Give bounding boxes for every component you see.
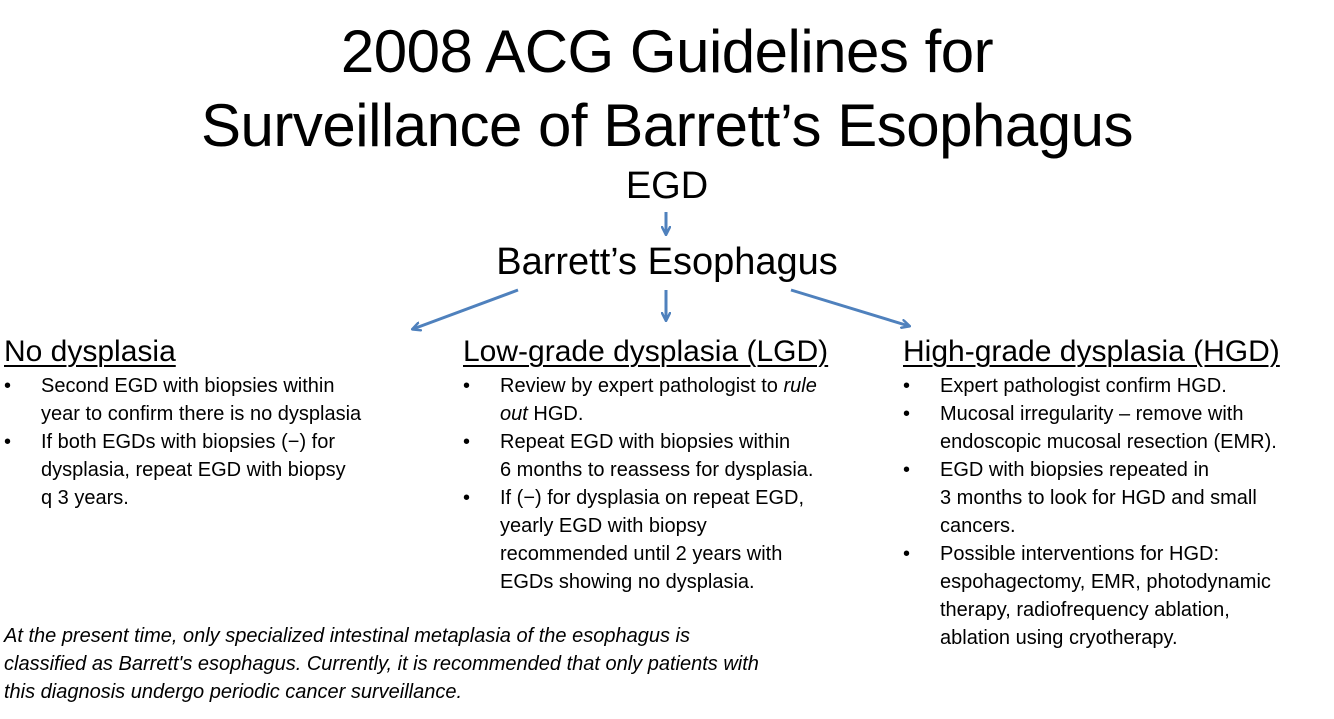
bullet-text: Repeat EGD with biopsies within 6 months to reassess for dysplasia. — [500, 431, 814, 481]
hgd-heading: High-grade dysplasia (HGD) — [903, 335, 1280, 368]
bullet-icon: • — [903, 459, 911, 481]
list-item — [903, 372, 1333, 400]
hgd-column — [903, 334, 1333, 652]
lgd-column — [463, 334, 893, 596]
egd-node: EGD — [625, 165, 709, 207]
list-item — [903, 456, 1333, 540]
bullet-icon: • — [4, 375, 12, 397]
bullet-text: Mucosal irregularity – remove with endoscopic mucosal resection (EMR). — [940, 403, 1277, 453]
bullet-text-part: Review by expert pathologist to — [500, 375, 784, 397]
bullet-icon: • — [903, 375, 911, 397]
bullet-icon: • — [463, 431, 471, 453]
footnote: At the present time, only specialized intestinal metaplasia of the esophagus is classified as Barrett's esophagus. Currently, it is recommended that only patients with this diagnosis undergo periodic cancer surveillance. — [4, 625, 759, 703]
bullet-text: EGD with biopsies repeated in 3 months to look for HGD and small cancers. — [940, 459, 1257, 537]
list-item — [463, 372, 893, 428]
no-dysplasia-column — [4, 334, 434, 512]
no-dysplasia-bullet-list — [4, 372, 434, 512]
list-item — [4, 372, 434, 428]
bullet-icon: • — [463, 487, 471, 509]
list-item — [903, 540, 1333, 652]
barretts-esophagus-node: Barrett’s Esophagus — [496, 241, 838, 283]
page-title-line-2: Surveillance of Barrett’s Esophagus — [201, 92, 1133, 159]
no-dysplasia-heading: No dysplasia — [4, 335, 176, 368]
arrow-to-hgd — [791, 290, 909, 326]
arrow-to-no-dysplasia — [413, 290, 518, 329]
bullet-text: Expert pathologist confirm HGD. — [940, 375, 1227, 397]
lgd-bullet-list — [463, 372, 893, 596]
list-item — [463, 428, 893, 484]
bullet-text: Possible interventions for HGD: espohagectomy, EMR, photodynamic therapy, radiofrequency ablation, ablation using cryotherapy. — [940, 543, 1271, 649]
bullet-icon: • — [903, 403, 911, 425]
list-item — [903, 400, 1333, 456]
bullet-icon: • — [903, 543, 911, 565]
page-title-line-1: 2008 ACG Guidelines for — [340, 18, 994, 85]
bullet-text: Second EGD with biopsies within year to confirm there is no dysplasia — [41, 375, 362, 425]
list-item — [463, 484, 893, 596]
bullet-icon: • — [463, 375, 471, 397]
lgd-heading: Low-grade dysplasia (LGD) — [463, 335, 829, 368]
bullet-icon: • — [4, 431, 12, 453]
hgd-bullet-list — [903, 372, 1333, 652]
bullet-text: If (−) for dysplasia on repeat EGD, yearly EGD with biopsy recommended until 2 years with EGDs showing no dysplasia. — [500, 487, 805, 593]
bullet-text: If both EGDs with biopsies (−) for dysplasia, repeat EGD with biopsy q 3 years. — [41, 431, 346, 509]
bullet-text-italic: rule out — [500, 375, 817, 425]
bullet-text-part: HGD. — [527, 403, 584, 425]
list-item — [4, 428, 434, 512]
